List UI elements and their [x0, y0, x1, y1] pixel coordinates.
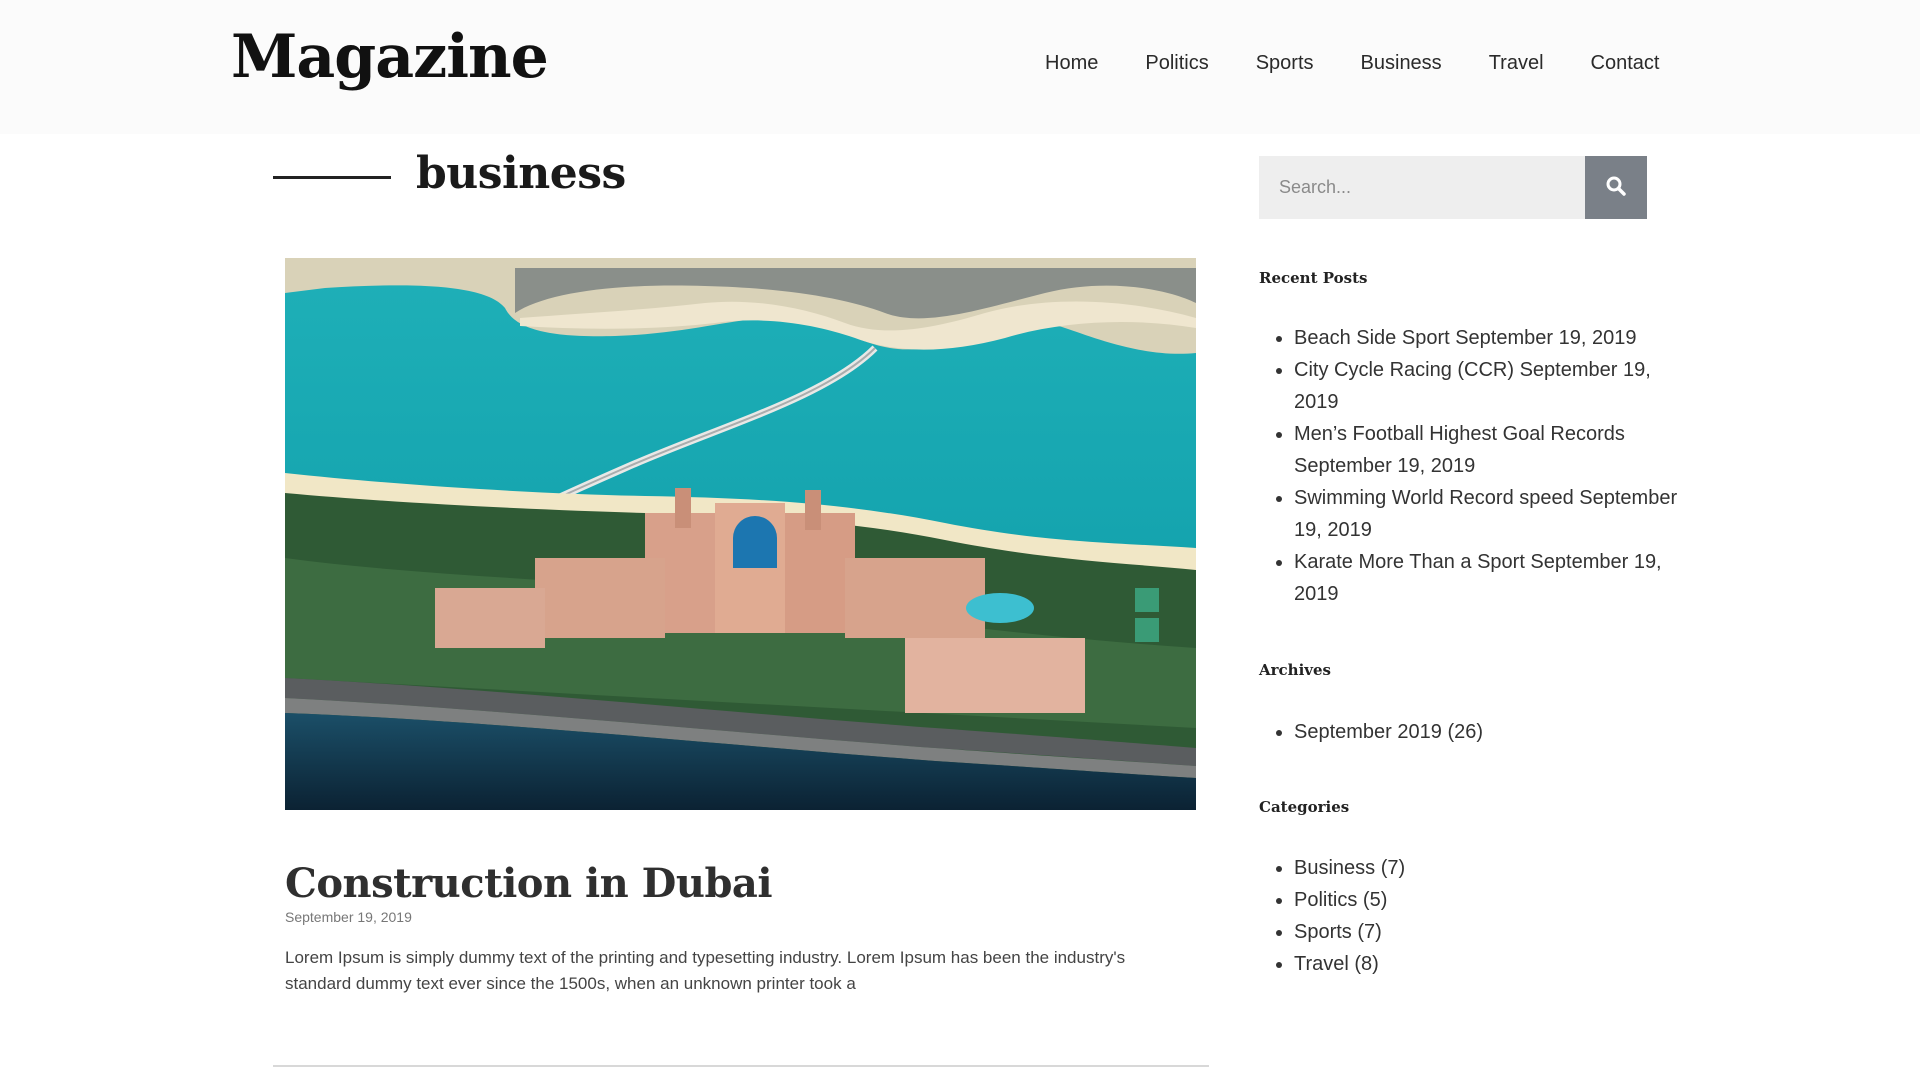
search-input[interactable]	[1259, 156, 1585, 219]
post-date: September 19, 2019	[285, 909, 412, 925]
category-item-sports[interactable]: • Sports (7)	[1294, 916, 1684, 948]
nav-contact[interactable]: Contact	[1590, 52, 1660, 74]
category-item-travel[interactable]: • Travel (8)	[1294, 948, 1684, 980]
archive-title: business	[416, 148, 626, 199]
nav-home[interactable]: Home	[1045, 52, 1099, 74]
category-item-politics[interactable]: • Politics (5)	[1294, 884, 1684, 916]
archives-list	[1259, 716, 1684, 748]
search-form	[1259, 156, 1647, 219]
nav-politics[interactable]: Politics	[1145, 52, 1209, 74]
category-item-business[interactable]: • Business (7)	[1294, 852, 1684, 884]
categories-list	[1259, 852, 1684, 980]
recent-post-item[interactable]: • Beach Side Sport September 19, 2019	[1294, 322, 1684, 354]
recent-post-item[interactable]: • Karate More Than a Sport September 19, 2019	[1294, 546, 1684, 610]
nav-business[interactable]: Business	[1360, 52, 1442, 74]
search-icon	[1606, 176, 1626, 199]
archives-title: Archives	[1259, 661, 1331, 679]
recent-post-item[interactable]: • Men’s Football Highest Goal Records September 19, 2019	[1294, 418, 1684, 482]
recent-posts-title: Recent Posts	[1259, 269, 1368, 287]
aerial-photo-illustration	[285, 258, 1196, 810]
categories-title: Categories	[1259, 798, 1350, 816]
post-divider	[273, 1065, 1209, 1067]
post-excerpt: Lorem Ipsum is simply dummy text of the printing and typesetting industry. Lorem Ipsum has been the industry's standard dummy text ever since the 1500s, when an unknown printer took a	[285, 948, 1126, 993]
nav-sports[interactable]: Sports	[1255, 52, 1314, 74]
site-header	[0, 0, 1920, 134]
site-logo[interactable]: Magazine	[231, 22, 548, 92]
post-featured-image[interactable]	[285, 258, 1196, 810]
nav-travel[interactable]: Travel	[1488, 52, 1544, 74]
archive-item[interactable]: • September 2019 (26)	[1294, 716, 1684, 748]
recent-post-item[interactable]: • Swimming World Record speed September 19, 2019	[1294, 482, 1684, 546]
post-title[interactable]: Construction in Dubai	[285, 860, 773, 907]
recent-posts-list	[1259, 322, 1684, 610]
recent-post-item[interactable]: • City Cycle Racing (CCR) September 19, 2019	[1294, 354, 1684, 418]
search-button[interactable]	[1585, 156, 1647, 219]
main-nav	[1045, 52, 1659, 75]
section-title-divider	[273, 176, 391, 179]
